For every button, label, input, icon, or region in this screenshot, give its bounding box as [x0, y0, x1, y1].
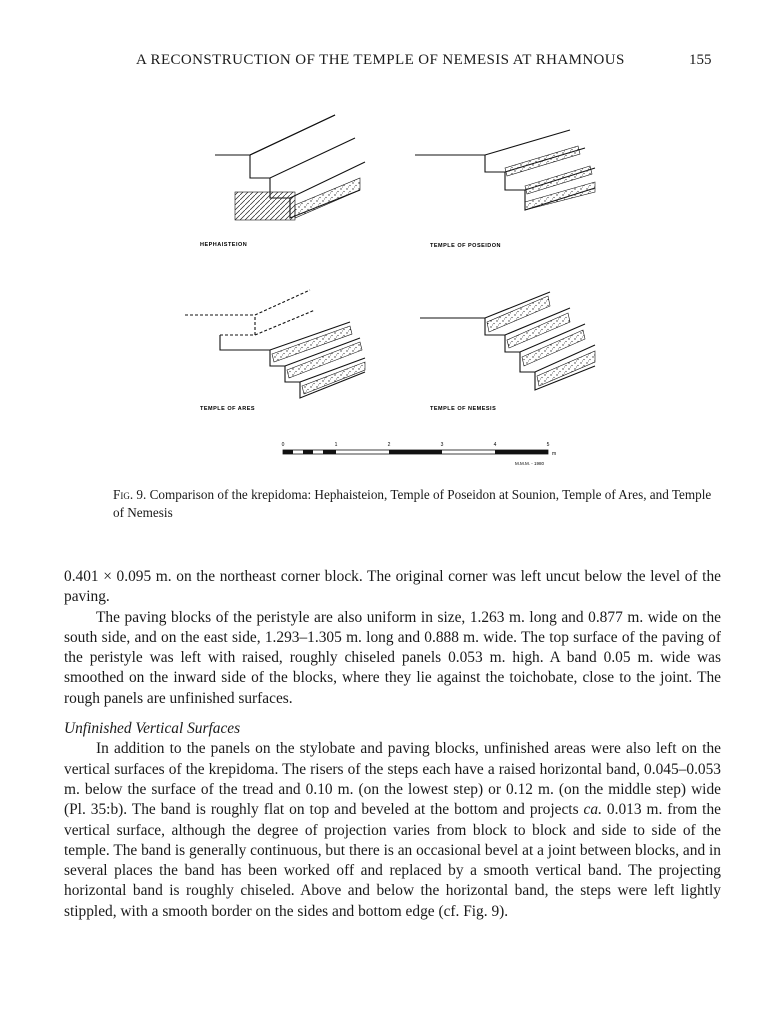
krepidoma-drawing-nemesis	[420, 292, 595, 390]
page-number: 155	[689, 52, 712, 68]
caption-text: Comparison of the krepidoma: Hephaisteion, Temple of Poseidon at Sounion, Temple of Ares, and Temple of Nemesis	[113, 487, 712, 520]
panel-label-hephaisteion: HEPHAISTEION	[200, 242, 248, 248]
krepidoma-drawing-ares	[185, 290, 365, 398]
panel-label-ares: TEMPLE OF ARES	[200, 406, 256, 412]
scale-unit: m	[552, 451, 557, 457]
paragraph-3-part-2: 0.013 m. from the vertical surface, although the degree of projection varies from block to block and side to side of the temple. The band is generally continuous, but there is an occasional bevel at a joint between blocks, and in several places the band has been worked off and replaced by a smooth vertical band. The projecting horizontal band is roughly chiseled. Above and below the horizontal band, the steps were left lightly stippled, with a smooth border on the sides and bottom edge (cf. Fig. 9).	[64, 801, 721, 920]
running-head	[0, 52, 782, 74]
scale-tick-3: 3	[440, 442, 444, 448]
paragraph-3	[64, 739, 721, 922]
scale-tick-2: 2	[387, 442, 391, 448]
scale-bar	[282, 442, 557, 466]
body-text	[64, 567, 721, 922]
scale-credit: M.M.M. - 1980	[515, 461, 545, 466]
figure-caption	[113, 486, 721, 522]
scale-tick-5: 5	[546, 442, 550, 448]
scale-tick-4: 4	[493, 442, 497, 448]
paragraph-2: The paving blocks of the peristyle are also uniform in size, 1.263 m. long and 0.877 m. wide on the south side, and on the east side, 1.293–1.305 m. long and 0.888 m. wide. The top surface of the paving of the peristyle was left with raised, roughly chiseled panels 0.053 m. high. A band 0.05 m. wide was smoothed on the inward side of the blocks, where they lie against the toichobate, close to the joint. The rough panels are unfinished surfaces.	[64, 608, 721, 707]
scale-tick-0: 0	[281, 442, 285, 448]
panel-label-poseidon: TEMPLE OF POSEIDON	[430, 243, 502, 249]
paragraph-3-ca: ca.	[583, 801, 602, 819]
panel-label-nemesis: TEMPLE OF NEMESIS	[430, 406, 497, 412]
running-title: A RECONSTRUCTION OF THE TEMPLE OF NEMESIS AT RHAMNOUS	[136, 52, 625, 68]
figure-label: Fig. 9.	[113, 487, 147, 502]
scale-tick-1: 1	[334, 442, 338, 448]
figure-krepidoma-comparison	[160, 110, 620, 480]
krepidoma-drawing-hephaisteion	[215, 115, 365, 220]
krepidoma-drawing-poseidon	[415, 130, 595, 210]
paragraph-3-part-1: In addition to the panels on the stylobate and paving blocks, unfinished areas were also left on the vertical surfaces of the krepidoma. The risers of the steps each have a raised horizontal band, 0.045–0.053 m. below the surface of the tread and 0.10 m. (on the lowest step) or 0.12 m. (on the middle step) wide (Pl. 35:b). The band is roughly flat on top and beveled at the bottom and projects	[64, 740, 721, 819]
section-heading: Unfinished Vertical Surfaces	[64, 720, 241, 738]
paragraph-1: 0.401 × 0.095 m. on the northeast corner block. The original corner was left uncut below the level of the paving.	[64, 568, 721, 606]
